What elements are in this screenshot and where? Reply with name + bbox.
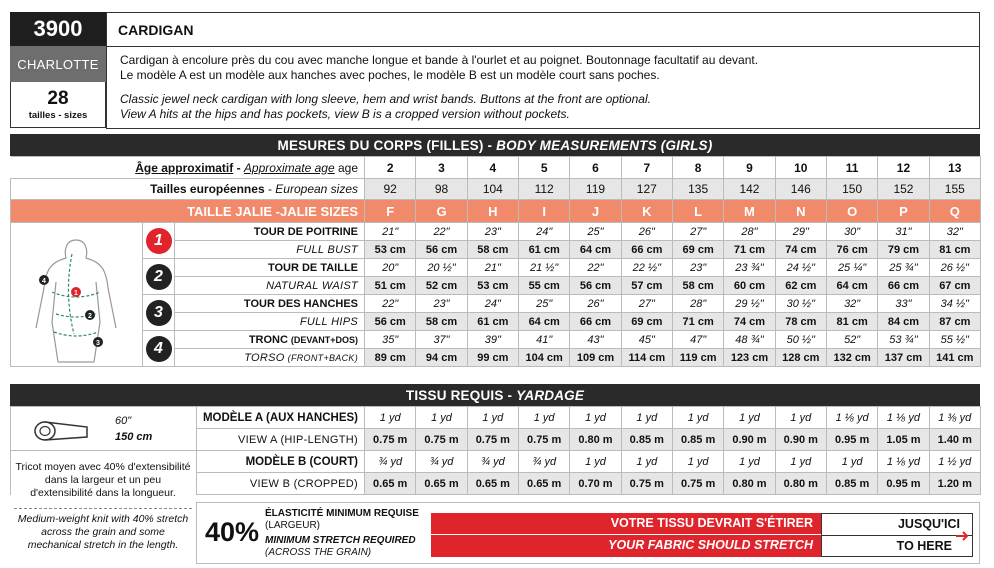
inches-cell: 28" [672,295,723,313]
cm-cell: 132 cm [826,349,877,367]
measurement-label-fr-text: TOUR DE POITRINE [253,225,359,238]
age-label-fr: Âge approximatif [135,160,234,175]
inches-cell: 55 ½" [929,331,980,349]
measurement-label-fr-text: TOUR DE TAILLE [267,261,359,274]
cm-cell: 109 cm [570,349,621,367]
stretch-end [821,513,973,557]
stretch-label-en: MINIMUM STRETCH REQUIRED [265,535,416,546]
view-label-fr: MODÈLE B (COURT) [197,451,365,473]
inches-cell: 27" [672,223,723,241]
yard-cell: 1 ⅛ yd [826,407,877,429]
cm-cell: 53 cm [365,241,416,259]
cm-cell: 53 cm [467,277,518,295]
inches-cell: 25 ¾" [878,259,929,277]
inches-cell: 30" [826,223,877,241]
measurements-title [10,134,980,156]
cm-cell: 79 cm [878,241,929,259]
yardage-title [10,384,980,406]
inches-cell: 45" [621,331,672,349]
inches-cell: 22" [416,223,467,241]
stretch-guide [196,502,980,564]
measurement-label-fr-small: (DEVANT+DOS) [290,334,359,345]
description-fr [107,47,979,89]
cm-cell: 89 cm [365,349,416,367]
inches-cell: 27" [621,295,672,313]
cm-cell: 123 cm [724,349,775,367]
inches-cell: 37" [416,331,467,349]
yard-cell: 1 yd [775,407,826,429]
cm-cell: 78 cm [775,313,826,331]
measurement-number-badge: 3 [146,300,172,326]
svg-text:1: 1 [74,290,78,297]
cm-cell: 64 cm [570,241,621,259]
meter-cell: 0.90 m [724,429,775,451]
meter-cell: 0.70 m [570,473,621,495]
yard-cell: 1 ½ yd [929,451,980,473]
cm-cell: 61 cm [519,241,570,259]
inches-cell: 50 ½" [775,331,826,349]
cm-cell: 58 cm [467,241,518,259]
fabric-roll-icon [33,419,89,443]
inches-cell: 32" [826,295,877,313]
pattern-id-block [10,12,106,128]
cm-cell: 67 cm [929,277,980,295]
cm-cell: 71 cm [724,241,775,259]
cm-cell: 99 cm [467,349,518,367]
inches-cell: 24" [467,295,518,313]
yard-cell: 1 yd [621,407,672,429]
stretch-bar-fr: VOTRE TISSU DEVRAIT S'ÉTIRER [610,516,813,530]
measurement-label-en-small: (FRONT+BACK) [287,352,359,363]
cm-cell: 62 cm [775,277,826,295]
eu-size-cell: 98 [416,179,467,200]
cm-cell: 52 cm [416,277,467,295]
yard-cell: 1 yd [775,451,826,473]
inches-cell: 26 ½" [929,259,980,277]
cm-cell: 137 cm [878,349,929,367]
measurement-row [11,259,981,277]
yard-cell: 1 yd [724,451,775,473]
yard-cell: 1 yd [416,407,467,429]
description-fr-line: Le modèle A est un modèle aux hanches avec poches, le modèle B est un modèle court sans poches. [120,68,660,82]
cm-cell: 71 cm [672,313,723,331]
meter-cell: 0.85 m [826,473,877,495]
yard-cell: 1 yd [826,451,877,473]
cm-cell: 56 cm [416,241,467,259]
age-cell: 10 [775,157,826,179]
age-label: Âge approximatif - Approximate age age [11,157,365,179]
inches-cell: 24" [519,223,570,241]
svg-text:4: 4 [42,278,46,285]
yard-cell: 1 ⅛ yd [878,407,929,429]
svg-text:2: 2 [88,313,92,320]
jalie-size-cell: Q [929,200,980,223]
inches-cell: 22 ½" [621,259,672,277]
view-label-en: VIEW B (CROPPED) [197,473,365,495]
inches-cell: 28" [724,223,775,241]
yard-cell: 1 ⅜ yd [929,407,980,429]
fabric-description-fr: Tricot moyen avec 40% d'extensibilité dans la largeur et un peu d'extensibilité dans la longueur. [15,461,191,499]
meter-cell: 0.80 m [570,429,621,451]
eu-size-cell: 92 [365,179,416,200]
inches-cell: 21" [365,223,416,241]
eu-size-label: Tailles européennes - European sizes [11,179,365,200]
age-cell: 11 [826,157,877,179]
yard-cell: 1 yd [672,451,723,473]
cm-cell: 64 cm [826,277,877,295]
cm-cell: 58 cm [416,313,467,331]
cm-cell: 84 cm [878,313,929,331]
measurement-label-en-text: TORSO [244,351,285,364]
fabric-description-en: Medium-weight knit with 40% stretch across the grain and some mechanical stretch in the length. [17,513,189,551]
cm-cell: 74 cm [775,241,826,259]
inches-cell: 23" [672,259,723,277]
measurement-label-en-text: FULL BUST [296,243,359,256]
meter-cell: 0.80 m [775,473,826,495]
cm-cell: 69 cm [672,241,723,259]
meter-cell: 0.65 m [467,473,518,495]
cm-cell: 94 cm [416,349,467,367]
fabric-width-in: 60" [115,415,132,427]
measurement-number [143,259,175,295]
yardage-title-fr: TISSU REQUIS - [405,387,513,403]
inches-cell: 29 ½" [724,295,775,313]
eu-size-row [11,179,981,200]
description-fr-line: Cardigan à encolure près du cou avec manche longue et bande à l'ourlet et au poignet. Boutonnage facultatif au devant. [120,53,759,67]
meter-cell: 0.80 m [724,473,775,495]
yard-cell: ¾ yd [365,451,416,473]
measurements-table [10,156,981,367]
cm-cell: 119 cm [672,349,723,367]
eu-size-cell: 104 [467,179,518,200]
eu-size-cell: 152 [878,179,929,200]
cm-cell: 66 cm [878,277,929,295]
age-cell: 3 [416,157,467,179]
eu-label-fr: Tailles européennes [150,182,265,196]
inches-cell: 25" [570,223,621,241]
inches-cell: 25" [519,295,570,313]
age-cell: 4 [467,157,518,179]
meter-cell: 1.40 m [929,429,980,451]
cm-cell: 61 cm [467,313,518,331]
yard-cell: ¾ yd [416,451,467,473]
cm-cell: 74 cm [724,313,775,331]
inches-cell: 20" [365,259,416,277]
measurement-label-en [175,349,365,367]
stretch-label-fr-small: (LARGEUR) [265,520,321,531]
meter-cell: 0.75 m [621,473,672,495]
age-cell: 7 [621,157,672,179]
meter-cell: 0.90 m [775,429,826,451]
cm-cell: 69 cm [621,313,672,331]
jalie-size-label: TAILLE JALIE -JALIE SIZES [11,200,365,223]
inches-cell: 33" [878,295,929,313]
age-row [11,157,981,179]
cm-cell: 81 cm [826,313,877,331]
measurement-label-en-text: NATURAL WAIST [266,279,359,292]
jalie-size-row [11,200,981,223]
stretch-percent: 40% [205,517,260,547]
inches-cell: 43" [570,331,621,349]
meter-cell: 0.75 m [365,429,416,451]
inches-cell: 41" [519,331,570,349]
pattern-code: 3900 [10,12,106,46]
inches-cell: 29" [775,223,826,241]
cm-cell: 66 cm [621,241,672,259]
inches-cell: 25 ¼" [826,259,877,277]
sizes-count: 28 [47,88,69,109]
jalie-size-cell: J [570,200,621,223]
yard-cell: 1 yd [724,407,775,429]
cm-cell: 114 cm [621,349,672,367]
inches-cell: 21" [467,259,518,277]
measurement-row [11,223,981,241]
meter-cell: 0.95 m [826,429,877,451]
inches-cell: 22" [365,295,416,313]
meter-cell: 0.85 m [672,429,723,451]
meter-cell: 0.75 m [416,429,467,451]
jalie-size-cell: I [519,200,570,223]
body-figure-icon [16,232,136,370]
inches-cell: 35" [365,331,416,349]
yard-cell: 1 yd [672,407,723,429]
cm-cell: 128 cm [775,349,826,367]
arrow-right-icon [955,529,969,543]
inches-cell: 53 ¾" [878,331,929,349]
cm-cell: 104 cm [519,349,570,367]
measurement-label-fr [175,331,365,349]
yard-cell: ¾ yd [518,451,569,473]
inches-cell: 20 ½" [416,259,467,277]
meter-cell: 1.20 m [929,473,980,495]
measurement-label-en [175,241,365,259]
inches-cell: 26" [570,295,621,313]
measurement-label-fr [175,295,365,313]
age-cell: 9 [724,157,775,179]
eu-size-cell: 146 [775,179,826,200]
yard-cell: 1 yd [570,451,621,473]
pattern-title: CARDIGAN [107,13,979,47]
pattern-name: CHARLOTTE [10,46,106,82]
jalie-size-cell: G [416,200,467,223]
measurement-row [11,331,981,349]
jalie-size-cell: F [365,200,416,223]
measurement-label-fr [175,223,365,241]
inches-cell: 22" [570,259,621,277]
yardage-row [11,407,981,429]
eu-size-cell: 142 [724,179,775,200]
stretch-bar-en: YOUR FABRIC SHOULD STRETCH [608,538,813,552]
measurement-label-en [175,277,365,295]
inches-cell: 23 ¾" [724,259,775,277]
stretch-label-en-small: (ACROSS THE GRAIN) [265,547,372,558]
age-cell: 2 [365,157,416,179]
yard-cell: 1 yd [621,451,672,473]
body-measurements-section [10,134,980,367]
inches-cell: 26" [621,223,672,241]
measurement-number [143,223,175,259]
measurement-number-badge: 2 [146,264,172,290]
measurement-number-badge: 1 [146,228,172,254]
stretch-end-en: TO HERE [896,539,952,553]
meter-cell: 0.75 m [467,429,518,451]
measurement-label-fr-text: TOUR DES HANCHES [243,297,359,310]
stretch-bar [431,513,821,557]
cm-cell: 66 cm [570,313,621,331]
jalie-size-cell: L [672,200,723,223]
jalie-size-cell: M [724,200,775,223]
cm-cell: 64 cm [519,313,570,331]
inches-cell: 23" [467,223,518,241]
inches-cell: 23" [416,295,467,313]
inches-cell: 21 ½" [519,259,570,277]
eu-size-cell: 155 [929,179,980,200]
cm-cell: 57 cm [621,277,672,295]
inches-cell: 52" [826,331,877,349]
cm-cell: 56 cm [365,313,416,331]
meter-cell: 0.85 m [621,429,672,451]
yard-cell: 1 yd [467,407,518,429]
yard-cell: 1 ⅛ yd [878,451,929,473]
age-cell: 6 [570,157,621,179]
cm-cell: 58 cm [672,277,723,295]
meter-cell: 0.95 m [878,473,929,495]
cm-cell: 76 cm [826,241,877,259]
eu-size-cell: 135 [672,179,723,200]
cm-cell: 81 cm [929,241,980,259]
jalie-size-cell: N [775,200,826,223]
meter-cell: 1.05 m [878,429,929,451]
meter-cell: 0.65 m [365,473,416,495]
svg-text:3: 3 [96,340,100,347]
stretch-label-fr: ÉLASTICITÉ MINIMUM REQUISE [265,508,419,519]
pattern-description [106,12,980,129]
sizes-label: tailles - sizes [28,110,88,121]
eu-size-cell: 150 [826,179,877,200]
fabric-width-cm: 150 cm [115,431,153,443]
fabric-width-cell [11,407,197,451]
measurement-row [11,295,981,313]
view-label-en: VIEW A (HIP-LENGTH) [197,429,365,451]
yard-cell: 1 yd [518,407,569,429]
jalie-size-cell: H [467,200,518,223]
age-cell: 5 [519,157,570,179]
jalie-size-cell: O [826,200,877,223]
meter-cell: 0.75 m [672,473,723,495]
eu-size-cell: 112 [519,179,570,200]
inches-cell: 30 ½" [775,295,826,313]
inches-cell: 47" [672,331,723,349]
measurement-number [143,295,175,331]
cm-cell: 141 cm [929,349,980,367]
yard-cell: 1 yd [570,407,621,429]
meter-cell: 0.65 m [416,473,467,495]
description-en-line: View A hits at the hips and has pockets, view B is a cropped version without pockets. [120,107,570,121]
measurement-number [143,331,175,367]
jalie-size-cell: P [878,200,929,223]
cm-cell: 56 cm [570,277,621,295]
eu-label-en: European sizes [275,182,359,196]
measurement-label-en-text: FULL HIPS [299,315,359,328]
inches-cell: 31" [878,223,929,241]
view-label-fr: MODÈLE A (AUX HANCHES) [197,407,365,429]
age-cell: 8 [672,157,723,179]
age-cell: 12 [878,157,929,179]
jalie-size-cell: K [621,200,672,223]
yard-cell: ¾ yd [467,451,518,473]
eu-size-cell: 127 [621,179,672,200]
sizes-count-block [10,82,106,128]
cm-cell: 55 cm [519,277,570,295]
age-label-en: Approximate age [243,160,335,175]
inches-cell: 34 ½" [929,295,980,313]
description-en [107,89,979,122]
cm-cell: 87 cm [929,313,980,331]
eu-size-cell: 119 [570,179,621,200]
cm-cell: 51 cm [365,277,416,295]
yard-cell: 1 yd [365,407,416,429]
inches-cell: 32" [929,223,980,241]
stretch-end-fr: JUSQU'ICI [897,517,960,531]
age-cell: 13 [929,157,980,179]
meter-cell: 0.65 m [518,473,569,495]
inches-cell: 39" [467,331,518,349]
fabric-description [10,456,196,564]
cm-cell: 60 cm [724,277,775,295]
measurement-label-en [175,313,365,331]
description-en-line: Classic jewel neck cardigan with long sleeve, hem and wrist bands. Buttons at the front are optional. [120,92,651,106]
meter-cell: 0.75 m [518,429,569,451]
inches-cell: 24 ½" [775,259,826,277]
inches-cell: 48 ¾" [724,331,775,349]
measurement-number-badge: 4 [146,336,172,362]
measurements-title-en: BODY MEASUREMENTS (GIRLS) [496,137,713,153]
yardage-title-en: YARDAGE [516,387,585,403]
measurements-title-fr: MESURES DU CORPS (FILLES) - [277,137,493,153]
measurement-label-fr [175,259,365,277]
measurement-label-fr-text: TRONC [248,333,288,346]
